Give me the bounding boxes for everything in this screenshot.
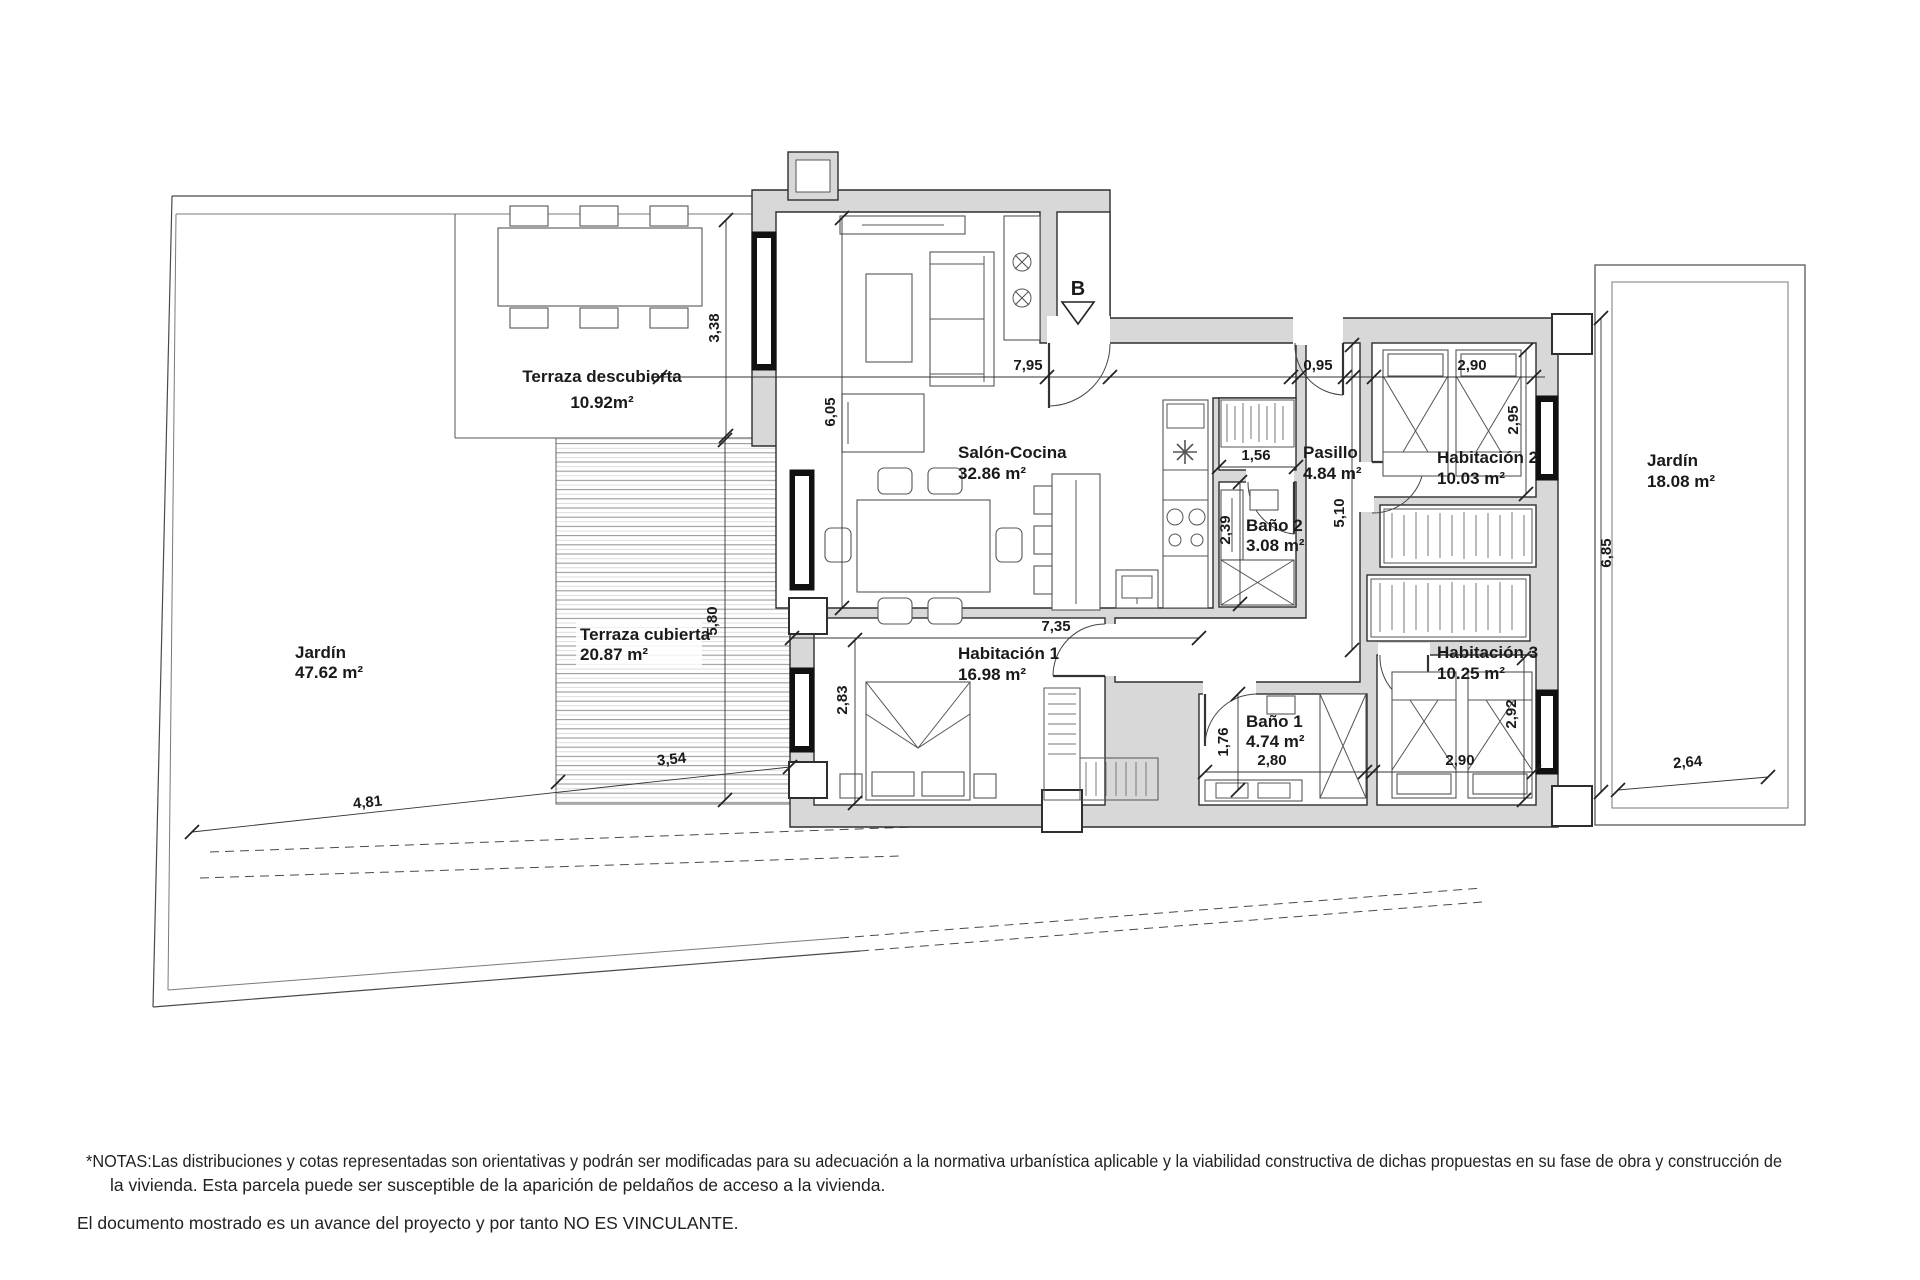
label-hab3-area: 10.25 m²: [1437, 664, 1506, 683]
outdoor-dining-set: [498, 206, 702, 328]
window-hab1-icon: [790, 668, 814, 752]
dim-1-76: 1,76: [1215, 727, 1232, 757]
label-hab2: Habitación 2: [1437, 448, 1539, 467]
dim-2-95: 2,95: [1505, 405, 1522, 435]
terraza-cubierta-deck: [455, 438, 790, 804]
dim-3-54: 3,54: [656, 749, 687, 770]
note-line2: la vivienda. Esta parcela puede ser susceptible de la aparición de peldaños de acceso a la vivienda.: [110, 1175, 886, 1195]
note-line3: El documento mostrado es un avance del proyecto y por tanto NO ES VINCULANTE.: [77, 1213, 739, 1233]
window-hab3-icon: [1536, 690, 1558, 774]
window-terraza-icon: [752, 232, 776, 370]
note-line1: *NOTAS:Las distribuciones y cotas representadas son orientativas y podrán ser modificadas para su adecuación a la normativa urbanística aplicable y la viabilidad constructiva de dichas propuestas en su fase de obra y construcción de: [86, 1151, 1782, 1171]
label-hab1: Habitación 1: [958, 644, 1060, 663]
section-marker-letter: B: [1070, 278, 1086, 300]
dim-6-85: 6,85: [1598, 538, 1615, 568]
label-salon: Salón-Cocina: [958, 443, 1067, 462]
label-jardin-der-area: 18.08 m²: [1647, 472, 1716, 491]
coffee-table: [866, 274, 912, 362]
label-terraza-descubierta-area: 10.92m²: [570, 393, 634, 412]
dim-2-83: 2,83: [834, 685, 851, 715]
label-jardin-izq: Jardín: [295, 643, 347, 662]
label-jardin-izq-area: 47.62 m²: [295, 663, 364, 682]
label-salon-area: 32.86 m²: [958, 464, 1027, 483]
window-salon-icon: [790, 470, 814, 590]
label-terraza-cubierta-group: [576, 622, 711, 666]
dim-6-05: 6,05: [822, 397, 839, 427]
dim-2-90-hab2: 2,90: [1457, 357, 1487, 374]
notes: [77, 1151, 1782, 1233]
dim-7-35: 7,35: [1041, 618, 1071, 635]
label-bano2-area: 3.08 m²: [1246, 536, 1305, 555]
closet-hab2-floor: [1380, 505, 1536, 567]
svg-text:20.87 m²: 20.87 m²: [580, 645, 649, 664]
label-bano1-area: 4.74 m²: [1246, 732, 1305, 751]
label-bano1: Baño 1: [1246, 712, 1303, 731]
label-pasillo-area: 4.84 m²: [1303, 464, 1362, 483]
dim-7-95: 7,95: [1013, 357, 1043, 374]
dim-2-80: 2,80: [1257, 752, 1287, 769]
label-terraza-descubierta: Terraza descubierta: [522, 367, 682, 386]
dim-5-10: 5,10: [1331, 498, 1348, 528]
closet-hab3-floor: [1367, 575, 1530, 641]
label-hab1-area: 16.98 m²: [958, 665, 1027, 684]
armchair: [842, 394, 924, 452]
dim-2-90-hab3: 2,90: [1445, 752, 1475, 769]
garden-right-boundary: [1595, 265, 1805, 825]
window-hab2-icon: [1536, 396, 1558, 480]
svg-text:Terraza cubierta: Terraza cubierta: [580, 625, 711, 644]
dim-3-38: 3,38: [706, 313, 723, 343]
dim-2-64: 2,64: [1672, 752, 1703, 773]
dim-1-56: 1,56: [1241, 447, 1271, 464]
dim-2-92: 2,92: [1503, 699, 1520, 729]
bano2-wc: [1250, 490, 1278, 510]
oven-tower: [1004, 216, 1040, 340]
dim-2-39: 2,39: [1217, 515, 1234, 545]
label-jardin-der: Jardín: [1647, 451, 1699, 470]
kitchen-counter: [1163, 400, 1208, 608]
label-bano2: Baño 2: [1246, 516, 1303, 535]
label-pasillo: Pasillo: [1303, 443, 1358, 462]
label-hab3: Habitación 3: [1437, 643, 1539, 662]
dim-0-95: 0,95: [1303, 357, 1333, 374]
label-hab2-area: 10.03 m²: [1437, 469, 1506, 488]
dim-5-80: 5,80: [704, 606, 721, 636]
dim-4-81: 4,81: [352, 792, 383, 813]
